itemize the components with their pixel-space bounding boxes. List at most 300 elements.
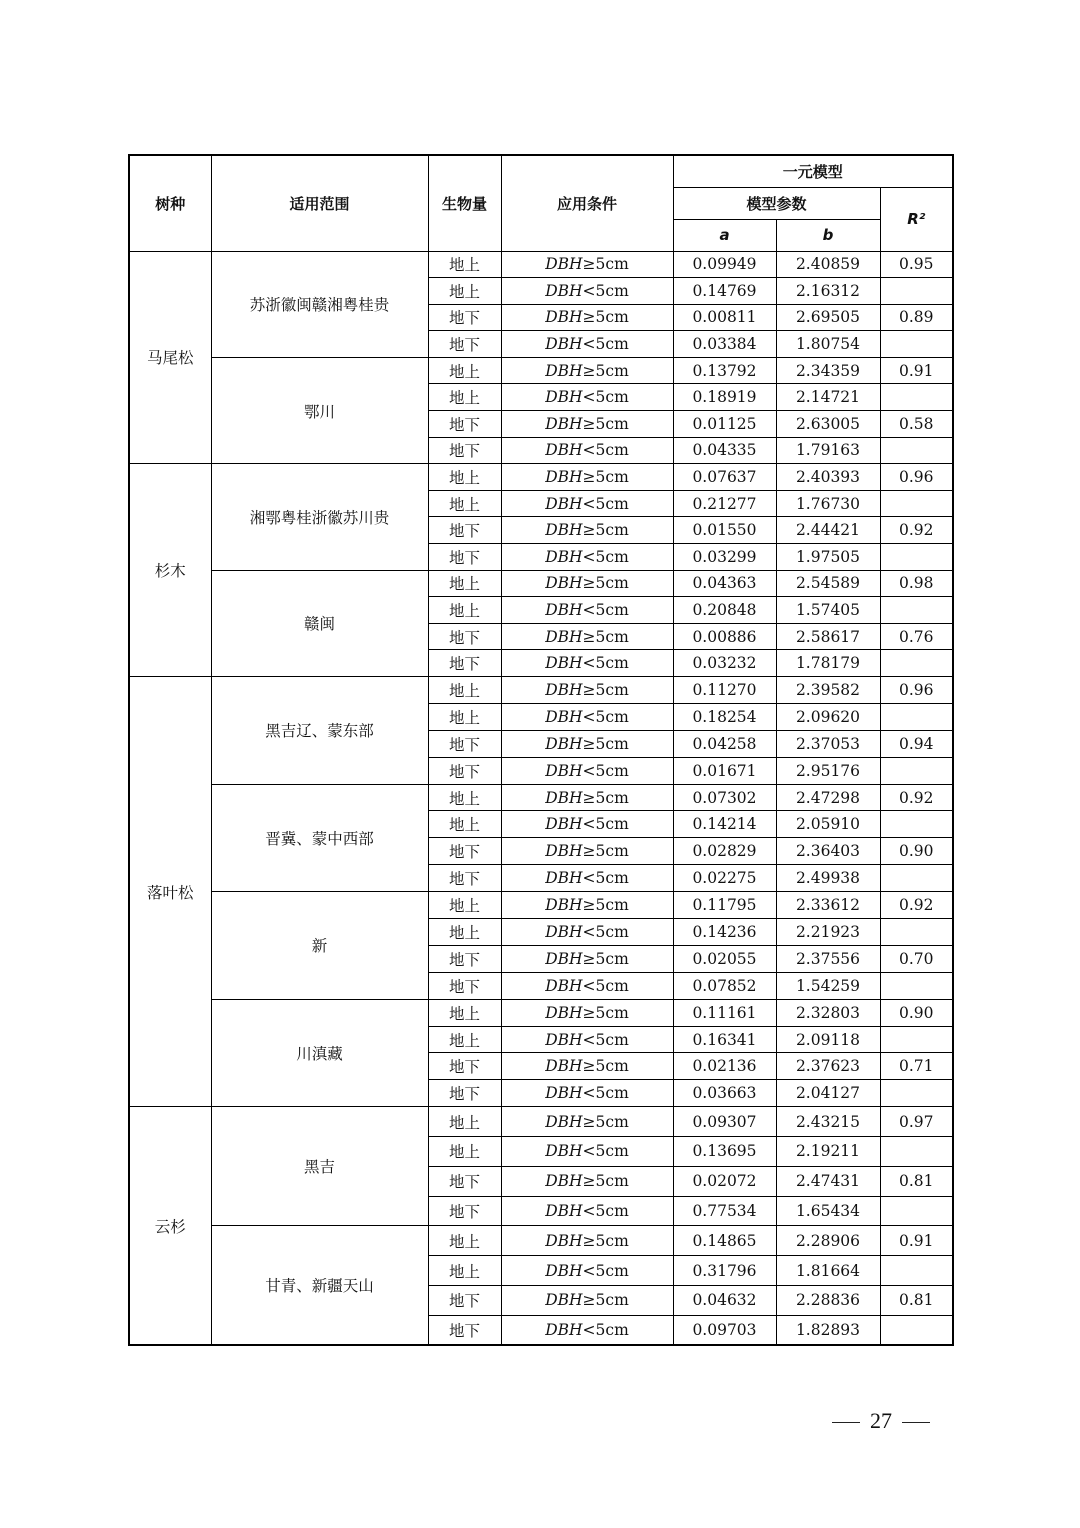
condition-cell (501, 1107, 673, 1137)
biomass-cell: 地上 (428, 999, 501, 1026)
condition-cell (501, 1166, 673, 1196)
dbh-variable: DBH (545, 308, 583, 327)
biomass-cell: 地上 (428, 892, 501, 919)
condition-cell (501, 464, 673, 491)
param-b-cell: 2.32803 (776, 999, 880, 1026)
param-r2-cell: 0.96 (880, 677, 953, 704)
range-cell: 湘鄂粤桂浙徽苏川贵 (211, 464, 428, 570)
biomass-cell: 地下 (428, 544, 501, 571)
dbh-variable: DBH (545, 1030, 583, 1049)
dbh-variable: DBH (545, 815, 583, 834)
condition-cell (501, 278, 673, 305)
param-a-cell: 0.03299 (673, 544, 776, 571)
condition-value: <5cm (582, 976, 629, 995)
dbh-variable: DBH (545, 574, 583, 593)
biomass-model-table (128, 154, 954, 1346)
param-a-cell: 0.04258 (673, 730, 776, 757)
dbh-variable: DBH (545, 949, 583, 968)
condition-value: ≥5cm (582, 308, 629, 327)
condition-cell (501, 703, 673, 730)
condition-cell (501, 1256, 673, 1286)
condition-value: ≥5cm (582, 521, 629, 540)
range-cell: 鄂川 (211, 357, 428, 463)
range-cell: 晋冀、蒙中西部 (211, 784, 428, 892)
param-a-cell: 0.01125 (673, 411, 776, 438)
param-r2-cell (880, 919, 953, 946)
condition-cell (501, 1196, 673, 1226)
condition-cell (501, 437, 673, 464)
condition-cell (501, 570, 673, 597)
param-r2-cell: 0.76 (880, 623, 953, 650)
condition-value: <5cm (582, 815, 629, 834)
param-b-cell: 2.14721 (776, 384, 880, 411)
condition-cell (501, 1026, 673, 1053)
condition-value: <5cm (582, 494, 629, 513)
dbh-variable: DBH (545, 441, 583, 460)
page-footer (822, 1408, 942, 1434)
condition-cell (501, 1053, 673, 1080)
header-model: 一元模型 (673, 155, 953, 187)
param-b-cell: 2.04127 (776, 1080, 880, 1107)
biomass-cell: 地上 (428, 811, 501, 838)
condition-value: ≥5cm (582, 255, 629, 274)
condition-cell (501, 945, 673, 972)
condition-value: ≥5cm (582, 1112, 629, 1131)
param-a-cell: 0.11795 (673, 892, 776, 919)
condition-cell (501, 411, 673, 438)
param-r2-cell (880, 384, 953, 411)
biomass-cell: 地上 (428, 464, 501, 491)
param-b-cell: 2.37556 (776, 945, 880, 972)
condition-value: <5cm (582, 335, 629, 354)
param-b-cell: 2.43215 (776, 1107, 880, 1137)
param-r2-cell (880, 1080, 953, 1107)
condition-cell (501, 650, 673, 677)
param-r2-cell: 0.92 (880, 892, 953, 919)
condition-cell (501, 304, 673, 331)
biomass-cell: 地下 (428, 757, 501, 784)
biomass-cell: 地下 (428, 331, 501, 358)
param-b-cell: 2.05910 (776, 811, 880, 838)
dbh-variable: DBH (545, 1112, 583, 1131)
condition-value: ≥5cm (582, 627, 629, 646)
param-b-cell: 1.80754 (776, 331, 880, 358)
param-a-cell: 0.03232 (673, 650, 776, 677)
dbh-variable: DBH (545, 707, 583, 726)
table-body (129, 251, 953, 1345)
biomass-cell: 地下 (428, 437, 501, 464)
param-r2-cell: 0.58 (880, 411, 953, 438)
param-b-cell: 2.39582 (776, 677, 880, 704)
biomass-cell: 地上 (428, 677, 501, 704)
param-a-cell: 0.14236 (673, 919, 776, 946)
param-a-cell: 0.14865 (673, 1226, 776, 1256)
header-biomass: 生物量 (428, 155, 501, 251)
param-a-cell: 0.02275 (673, 865, 776, 892)
condition-value: ≥5cm (582, 949, 629, 968)
param-b-cell: 1.57405 (776, 597, 880, 624)
param-a-cell: 0.04363 (673, 570, 776, 597)
biomass-cell: 地下 (428, 1166, 501, 1196)
dbh-variable: DBH (545, 976, 583, 995)
dbh-variable: DBH (545, 601, 583, 620)
biomass-cell: 地下 (428, 972, 501, 999)
biomass-cell: 地下 (428, 1080, 501, 1107)
param-b-cell: 1.82893 (776, 1315, 880, 1345)
param-b-cell: 2.28836 (776, 1286, 880, 1316)
condition-value: <5cm (582, 869, 629, 888)
condition-value: ≥5cm (582, 680, 629, 699)
condition-cell (501, 972, 673, 999)
condition-value: <5cm (582, 1320, 629, 1339)
param-r2-cell (880, 1196, 953, 1226)
condition-cell (501, 811, 673, 838)
param-b-cell: 2.33612 (776, 892, 880, 919)
param-r2-cell: 0.89 (880, 304, 953, 331)
param-b-cell: 2.21923 (776, 919, 880, 946)
param-a-cell: 0.09949 (673, 251, 776, 278)
condition-cell (501, 1080, 673, 1107)
condition-cell (501, 1137, 673, 1167)
biomass-cell: 地下 (428, 623, 501, 650)
condition-value: <5cm (582, 388, 629, 407)
range-cell: 甘青、新疆天山 (211, 1226, 428, 1345)
condition-cell (501, 757, 673, 784)
param-r2-cell (880, 1137, 953, 1167)
dbh-variable: DBH (545, 842, 583, 861)
condition-value: <5cm (582, 1142, 629, 1161)
biomass-cell: 地上 (428, 570, 501, 597)
dbh-variable: DBH (545, 869, 583, 888)
param-r2-cell (880, 490, 953, 517)
param-a-cell: 0.00886 (673, 623, 776, 650)
biomass-cell: 地上 (428, 384, 501, 411)
condition-value: <5cm (582, 601, 629, 620)
condition-value: ≥5cm (582, 468, 629, 487)
condition-cell (501, 517, 673, 544)
param-r2-cell: 0.90 (880, 838, 953, 865)
biomass-cell: 地上 (428, 1107, 501, 1137)
condition-cell (501, 865, 673, 892)
condition-value: ≥5cm (582, 1291, 629, 1310)
param-a-cell: 0.31796 (673, 1256, 776, 1286)
dbh-variable: DBH (545, 761, 583, 780)
param-a-cell: 0.11270 (673, 677, 776, 704)
table-row (129, 464, 953, 491)
param-a-cell: 0.07302 (673, 784, 776, 811)
dbh-variable: DBH (545, 521, 583, 540)
condition-value: ≥5cm (582, 574, 629, 593)
condition-value: ≥5cm (582, 842, 629, 861)
condition-value: <5cm (582, 1261, 629, 1280)
dbh-variable: DBH (545, 1202, 583, 1221)
param-b-cell: 1.97505 (776, 544, 880, 571)
biomass-cell: 地下 (428, 1196, 501, 1226)
condition-cell (501, 1226, 673, 1256)
dbh-variable: DBH (545, 788, 583, 807)
param-a-cell: 0.13792 (673, 357, 776, 384)
condition-cell (501, 892, 673, 919)
biomass-cell: 地上 (428, 1026, 501, 1053)
range-cell: 新 (211, 892, 428, 1000)
condition-value: ≥5cm (582, 788, 629, 807)
table-row (129, 677, 953, 704)
condition-cell (501, 490, 673, 517)
condition-value: <5cm (582, 761, 629, 780)
table-row (129, 570, 953, 597)
dbh-variable: DBH (545, 388, 583, 407)
param-b-cell: 2.36403 (776, 838, 880, 865)
dbh-variable: DBH (545, 494, 583, 513)
param-a-cell: 0.09703 (673, 1315, 776, 1345)
param-r2-cell (880, 437, 953, 464)
param-a-cell: 0.07852 (673, 972, 776, 999)
dbh-variable: DBH (545, 1172, 583, 1191)
param-r2-cell (880, 278, 953, 305)
dbh-variable: DBH (545, 1320, 583, 1339)
param-b-cell: 1.81664 (776, 1256, 880, 1286)
param-a-cell: 0.14214 (673, 811, 776, 838)
table-row (129, 357, 953, 384)
dbh-variable: DBH (545, 680, 583, 699)
dbh-variable: DBH (545, 734, 583, 753)
param-a-cell: 0.11161 (673, 999, 776, 1026)
range-cell: 赣闽 (211, 570, 428, 676)
condition-cell (501, 677, 673, 704)
param-a-cell: 0.16341 (673, 1026, 776, 1053)
biomass-cell: 地下 (428, 650, 501, 677)
param-a-cell: 0.00811 (673, 304, 776, 331)
condition-value: ≥5cm (582, 414, 629, 433)
param-a-cell: 0.02072 (673, 1166, 776, 1196)
biomass-cell: 地下 (428, 838, 501, 865)
param-r2-cell: 0.71 (880, 1053, 953, 1080)
condition-cell (501, 1315, 673, 1345)
param-a-cell: 0.18254 (673, 703, 776, 730)
param-a-cell: 0.07637 (673, 464, 776, 491)
param-a-cell: 0.03384 (673, 331, 776, 358)
param-r2-cell (880, 865, 953, 892)
param-b-cell: 1.76730 (776, 490, 880, 517)
table-row (129, 784, 953, 811)
param-r2-cell (880, 1026, 953, 1053)
condition-cell (501, 331, 673, 358)
param-b-cell: 2.47298 (776, 784, 880, 811)
param-a-cell: 0.01671 (673, 757, 776, 784)
param-b-cell: 2.40859 (776, 251, 880, 278)
param-a-cell: 0.02055 (673, 945, 776, 972)
table-row (129, 999, 953, 1026)
header-range: 适用范围 (211, 155, 428, 251)
biomass-cell: 地下 (428, 411, 501, 438)
param-b-cell: 2.44421 (776, 517, 880, 544)
dbh-variable: DBH (545, 414, 583, 433)
biomass-cell: 地下 (428, 730, 501, 757)
param-a-cell: 0.01550 (673, 517, 776, 544)
param-r2-cell (880, 597, 953, 624)
param-a-cell: 0.02829 (673, 838, 776, 865)
dbh-variable: DBH (545, 1291, 583, 1310)
param-a-cell: 0.20848 (673, 597, 776, 624)
biomass-cell: 地下 (428, 1053, 501, 1080)
param-r2-cell (880, 811, 953, 838)
header-r2: R² (880, 187, 953, 251)
species-cell: 落叶松 (129, 677, 211, 1107)
param-b-cell: 2.09620 (776, 703, 880, 730)
param-b-cell: 1.65434 (776, 1196, 880, 1226)
page-number: 27 (870, 1408, 892, 1433)
biomass-cell: 地上 (428, 490, 501, 517)
param-r2-cell: 0.92 (880, 784, 953, 811)
condition-cell (501, 623, 673, 650)
biomass-cell: 地上 (428, 1226, 501, 1256)
param-b-cell: 1.78179 (776, 650, 880, 677)
param-a-cell: 0.03663 (673, 1080, 776, 1107)
param-a-cell: 0.13695 (673, 1137, 776, 1167)
biomass-cell: 地上 (428, 784, 501, 811)
table-row (129, 251, 953, 278)
param-b-cell: 2.28906 (776, 1226, 880, 1256)
table-row (129, 1107, 953, 1137)
param-b-cell: 2.63005 (776, 411, 880, 438)
param-b-cell: 2.54589 (776, 570, 880, 597)
param-r2-cell (880, 331, 953, 358)
param-b-cell: 2.09118 (776, 1026, 880, 1053)
param-r2-cell: 0.98 (880, 570, 953, 597)
biomass-cell: 地上 (428, 703, 501, 730)
param-r2-cell: 0.91 (880, 1226, 953, 1256)
biomass-cell: 地下 (428, 517, 501, 544)
condition-value: ≥5cm (582, 896, 629, 915)
param-b-cell: 2.37053 (776, 730, 880, 757)
condition-value: <5cm (582, 547, 629, 566)
condition-cell (501, 357, 673, 384)
param-a-cell: 0.21277 (673, 490, 776, 517)
param-a-cell: 0.18919 (673, 384, 776, 411)
condition-cell (501, 597, 673, 624)
species-cell: 马尾松 (129, 251, 211, 464)
header-condition: 应用条件 (501, 155, 673, 251)
dbh-variable: DBH (545, 896, 583, 915)
param-b-cell: 2.69505 (776, 304, 880, 331)
header-params: 模型参数 (673, 187, 880, 219)
param-a-cell: 0.02136 (673, 1053, 776, 1080)
param-r2-cell: 0.81 (880, 1166, 953, 1196)
param-r2-cell: 0.81 (880, 1286, 953, 1316)
header-species: 树种 (129, 155, 211, 251)
param-b-cell: 2.16312 (776, 278, 880, 305)
condition-cell (501, 784, 673, 811)
dbh-variable: DBH (545, 922, 583, 941)
condition-value: <5cm (582, 281, 629, 300)
param-a-cell: 0.77534 (673, 1196, 776, 1226)
condition-cell (501, 544, 673, 571)
condition-cell (501, 1286, 673, 1316)
param-b-cell: 2.95176 (776, 757, 880, 784)
header-b: b (776, 219, 880, 251)
footer-dash-right (902, 1422, 930, 1423)
dbh-variable: DBH (545, 1231, 583, 1250)
param-r2-cell (880, 757, 953, 784)
footer-dash-left (832, 1422, 860, 1423)
param-r2-cell: 0.92 (880, 517, 953, 544)
biomass-cell: 地下 (428, 865, 501, 892)
condition-cell (501, 730, 673, 757)
condition-value: <5cm (582, 654, 629, 673)
param-r2-cell: 0.70 (880, 945, 953, 972)
param-r2-cell (880, 1256, 953, 1286)
condition-value: ≥5cm (582, 1231, 629, 1250)
condition-value: <5cm (582, 1030, 629, 1049)
dbh-variable: DBH (545, 1057, 583, 1076)
param-b-cell: 2.58617 (776, 623, 880, 650)
param-b-cell: 2.37623 (776, 1053, 880, 1080)
param-r2-cell (880, 650, 953, 677)
species-cell: 杉木 (129, 464, 211, 677)
param-r2-cell (880, 544, 953, 571)
param-b-cell: 2.49938 (776, 865, 880, 892)
biomass-cell: 地下 (428, 1286, 501, 1316)
condition-value: <5cm (582, 1084, 629, 1103)
range-cell: 川滇藏 (211, 999, 428, 1107)
condition-value: ≥5cm (582, 734, 629, 753)
header-a: a (673, 219, 776, 251)
condition-value: ≥5cm (582, 1057, 629, 1076)
table-row (129, 1226, 953, 1256)
dbh-variable: DBH (545, 1261, 583, 1280)
biomass-cell: 地上 (428, 597, 501, 624)
biomass-cell: 地上 (428, 919, 501, 946)
dbh-variable: DBH (545, 361, 583, 380)
param-a-cell: 0.14769 (673, 278, 776, 305)
param-b-cell: 2.34359 (776, 357, 880, 384)
biomass-cell: 地下 (428, 1315, 501, 1345)
condition-cell (501, 919, 673, 946)
dbh-variable: DBH (545, 547, 583, 566)
condition-value: <5cm (582, 1202, 629, 1221)
dbh-variable: DBH (545, 1084, 583, 1103)
species-cell: 云杉 (129, 1107, 211, 1345)
condition-value: <5cm (582, 922, 629, 941)
param-r2-cell (880, 972, 953, 999)
dbh-variable: DBH (545, 281, 583, 300)
biomass-cell: 地下 (428, 945, 501, 972)
param-a-cell: 0.04632 (673, 1286, 776, 1316)
param-r2-cell: 0.96 (880, 464, 953, 491)
range-cell: 苏浙徽闽赣湘粤桂贵 (211, 251, 428, 357)
param-b-cell: 2.19211 (776, 1137, 880, 1167)
param-a-cell: 0.09307 (673, 1107, 776, 1137)
biomass-cell: 地上 (428, 1137, 501, 1167)
range-cell: 黑吉辽、蒙东部 (211, 677, 428, 785)
table-row (129, 892, 953, 919)
param-r2-cell: 0.97 (880, 1107, 953, 1137)
condition-value: ≥5cm (582, 1003, 629, 1022)
param-r2-cell: 0.95 (880, 251, 953, 278)
condition-value: ≥5cm (582, 361, 629, 380)
dbh-variable: DBH (545, 627, 583, 646)
param-b-cell: 2.40393 (776, 464, 880, 491)
dbh-variable: DBH (545, 1142, 583, 1161)
dbh-variable: DBH (545, 654, 583, 673)
biomass-cell: 地下 (428, 304, 501, 331)
param-b-cell: 1.54259 (776, 972, 880, 999)
dbh-variable: DBH (545, 335, 583, 354)
param-r2-cell: 0.94 (880, 730, 953, 757)
condition-cell (501, 384, 673, 411)
param-a-cell: 0.04335 (673, 437, 776, 464)
condition-value: ≥5cm (582, 1172, 629, 1191)
